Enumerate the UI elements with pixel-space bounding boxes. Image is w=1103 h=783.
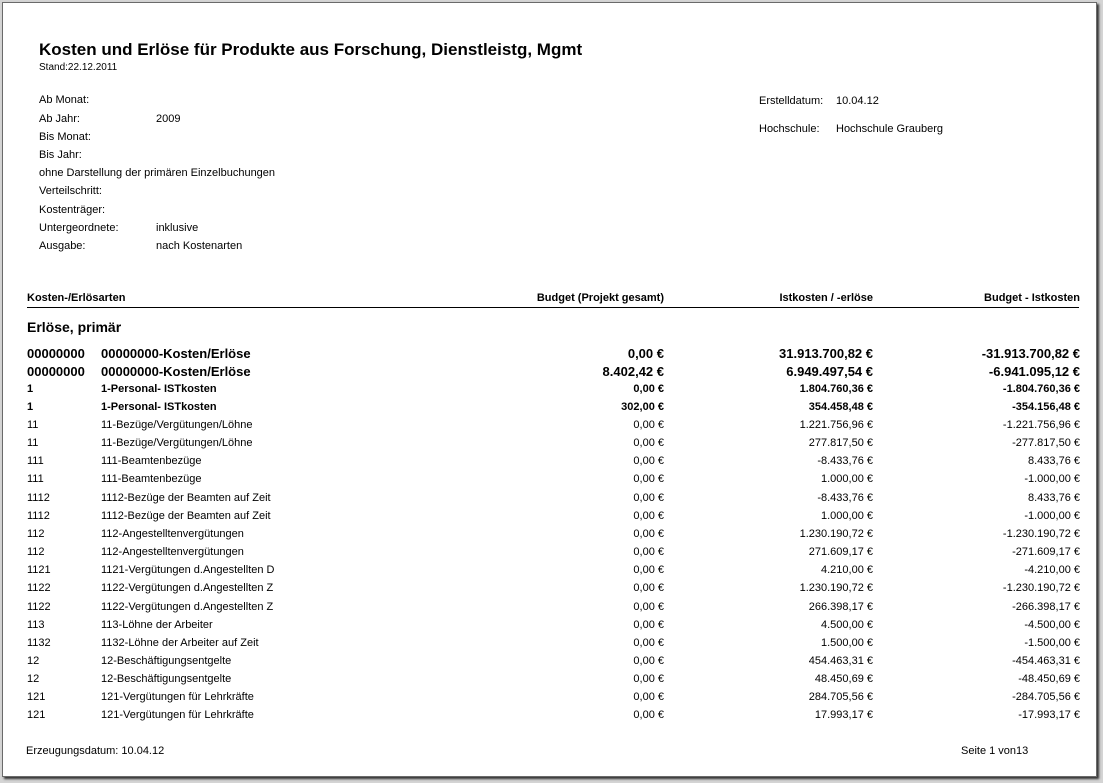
cell-istkosten: 4.210,00 € xyxy=(821,564,873,576)
param-row xyxy=(39,167,275,179)
cell-name: 112-Angestelltenvergütungen xyxy=(101,546,244,558)
cell-budget: 0,00 € xyxy=(633,619,664,631)
cell-istkosten: 271.609,17 € xyxy=(808,546,873,558)
report-title: Kosten und Erlöse für Produkte aus Forschung, Dienstleistg, Mgmt xyxy=(39,40,583,59)
cell-budget: 0,00 € xyxy=(633,673,664,685)
footer-created-label: Erzeugungsdatum: xyxy=(26,745,119,757)
cell-name: 111-Beamtenbezüge xyxy=(101,473,202,485)
cell-istkosten: -8.433,76 € xyxy=(817,455,873,467)
cell-budget: 8.402,42 € xyxy=(602,364,664,379)
report-stand: Stand:22.12.2011 xyxy=(39,62,118,73)
cell-budget: 0,00 € xyxy=(633,455,664,467)
cell-istkosten: 284.705,56 € xyxy=(808,691,873,703)
cell-differenz: -1.230.190,72 € xyxy=(1002,528,1080,540)
param-row xyxy=(39,131,91,143)
cell-istkosten: 48.450,69 € xyxy=(814,673,873,685)
column-header-budget: Budget (Projekt gesamt) xyxy=(536,292,664,304)
cell-code: 11 xyxy=(27,437,39,449)
footer-created-value: 10.04.12 xyxy=(121,745,165,757)
cell-code: 112 xyxy=(27,546,45,558)
cell-code: 12 xyxy=(27,673,40,685)
param-erstelldatum xyxy=(759,95,879,107)
cell-differenz: -271.609,17 € xyxy=(1012,546,1080,558)
cell-differenz: -354.156,48 € xyxy=(1012,401,1080,413)
param-label: Bis Monat: xyxy=(39,131,91,143)
cell-differenz: -48.450,69 € xyxy=(1018,673,1080,685)
footer-created xyxy=(26,745,164,757)
cell-code: 11 xyxy=(27,419,39,431)
cell-istkosten: 266.398,17 € xyxy=(808,601,873,613)
cell-differenz: -4.500,00 € xyxy=(1024,619,1080,631)
param-value: 2009 xyxy=(156,113,181,125)
cell-code: 1121 xyxy=(27,564,51,576)
cell-code: 1132 xyxy=(27,637,51,649)
column-header-differenz: Budget - Istkosten xyxy=(984,292,1080,304)
cell-differenz: -17.993,17 € xyxy=(1018,709,1080,721)
param-value: 10.04.12 xyxy=(836,95,879,107)
cell-istkosten: 454.463,31 € xyxy=(808,655,873,667)
cell-name: 1122-Vergütungen d.Angestellten Z xyxy=(101,601,274,613)
cell-budget: 0,00 € xyxy=(633,655,664,667)
column-header-kostenarten: Kosten-/Erlösarten xyxy=(27,292,126,304)
cell-differenz: -1.230.190,72 € xyxy=(1002,582,1080,594)
cell-differenz: -1.804.760,36 € xyxy=(1002,383,1080,395)
cell-budget: 0,00 € xyxy=(633,437,664,449)
param-label: Bis Jahr: xyxy=(39,149,82,161)
param-value: Hochschule Grauberg xyxy=(836,123,944,135)
cell-budget: 0,00 € xyxy=(633,528,664,540)
cell-code: 111 xyxy=(27,473,44,485)
cell-budget: 0,00 € xyxy=(633,473,664,485)
cell-name: 11-Bezüge/Vergütungen/Löhne xyxy=(101,419,253,431)
cell-istkosten: 1.230.190,72 € xyxy=(799,528,873,540)
cell-istkosten: 17.993,17 € xyxy=(814,709,873,721)
cell-istkosten: 1.000,00 € xyxy=(821,510,873,522)
param-label: Ab Jahr: xyxy=(39,113,80,125)
cell-name: 1112-Bezüge der Beamten auf Zeit xyxy=(101,510,271,522)
cell-differenz: 8.433,76 € xyxy=(1028,492,1080,504)
cell-name: 1-Personal- ISTkosten xyxy=(101,401,217,413)
param-row xyxy=(39,222,199,234)
cell-code: 1112 xyxy=(27,492,50,504)
cell-name: 113-Löhne der Arbeiter xyxy=(101,619,213,631)
cell-name: 1-Personal- ISTkosten xyxy=(101,383,217,395)
cell-code: 1122 xyxy=(27,582,51,594)
cell-budget: 0,00 € xyxy=(633,582,664,594)
cell-budget: 302,00 € xyxy=(621,401,664,413)
cell-istkosten: 1.000,00 € xyxy=(821,473,873,485)
cell-code: 12 xyxy=(27,655,40,667)
cell-differenz: -1.221.756,96 € xyxy=(1002,419,1080,431)
param-value: inklusive xyxy=(156,222,199,234)
param-row xyxy=(39,149,82,161)
cell-budget: 0,00 € xyxy=(633,564,664,576)
cell-name: 12-Beschäftigungsentgelte xyxy=(101,655,232,667)
param-label: ohne Darstellung der primären Einzelbuchungen xyxy=(39,167,276,179)
cell-istkosten: 1.500,00 € xyxy=(821,637,873,649)
param-label: Ausgabe: xyxy=(39,240,86,252)
param-label: Erstelldatum: xyxy=(759,95,824,107)
column-header-istkosten: Istkosten / -erlöse xyxy=(779,292,873,304)
cell-name: 121-Vergütungen für Lehrkräfte xyxy=(101,709,254,721)
cell-code: 112 xyxy=(27,528,45,540)
cell-code: 113 xyxy=(27,619,45,631)
cell-istkosten: 4.500,00 € xyxy=(821,619,873,631)
cell-budget: 0,00 € xyxy=(633,709,664,721)
cell-istkosten: 6.949.497,54 € xyxy=(786,364,873,379)
cell-name: 1121-Vergütungen d.Angestellten D xyxy=(101,564,275,576)
cell-istkosten: 277.817,50 € xyxy=(808,437,873,449)
cell-istkosten: 31.913.700,82 € xyxy=(779,346,873,361)
cell-name: 111-Beamtenbezüge xyxy=(101,455,202,467)
section-title: Erlöse, primär xyxy=(27,319,122,335)
param-label: Hochschule: xyxy=(759,123,820,135)
param-row xyxy=(39,94,89,106)
param-row xyxy=(39,185,102,197)
cell-name: 00000000-Kosten/Erlöse xyxy=(101,346,251,361)
cell-name: 112-Angestelltenvergütungen xyxy=(101,528,244,540)
cell-code: 111 xyxy=(27,455,44,467)
cell-name: 1112-Bezüge der Beamten auf Zeit xyxy=(101,492,271,504)
cell-differenz: -454.463,31 € xyxy=(1012,655,1080,667)
cell-differenz: -277.817,50 € xyxy=(1012,437,1080,449)
param-label: Untergeordnete: xyxy=(39,222,119,234)
param-hochschule xyxy=(759,123,944,135)
cell-differenz: -1.000,00 € xyxy=(1024,510,1080,522)
cell-istkosten: -8.433,76 € xyxy=(817,492,873,504)
param-value: nach Kostenarten xyxy=(156,240,243,252)
cell-budget: 0,00 € xyxy=(633,691,664,703)
cell-differenz: -284.705,56 € xyxy=(1012,691,1080,703)
cell-name: 00000000-Kosten/Erlöse xyxy=(101,364,251,379)
cell-budget: 0,00 € xyxy=(633,383,664,395)
cell-differenz: -266.398,17 € xyxy=(1012,601,1080,613)
param-label: Ab Monat: xyxy=(39,94,90,106)
cell-name: 1132-Löhne der Arbeiter auf Zeit xyxy=(101,637,259,649)
param-row xyxy=(39,240,243,252)
cell-name: 1122-Vergütungen d.Angestellten Z xyxy=(101,582,274,594)
cell-differenz: -6.941.095,12 € xyxy=(988,364,1080,379)
cell-budget: 0,00 € xyxy=(633,492,664,504)
cell-budget: 0,00 € xyxy=(633,637,664,649)
cell-budget: 0,00 € xyxy=(633,601,664,613)
cell-code: 00000000 xyxy=(27,346,85,361)
cell-name: 121-Vergütungen für Lehrkräfte xyxy=(101,691,254,703)
cell-budget: 0,00 € xyxy=(633,510,664,522)
cell-budget: 0,00 € xyxy=(633,546,664,558)
cell-istkosten: 354.458,48 € xyxy=(808,401,873,413)
cell-budget: 0,00 € xyxy=(627,346,664,361)
cell-code: 00000000 xyxy=(27,364,85,379)
param-row xyxy=(39,204,105,216)
cell-istkosten: 1.230.190,72 € xyxy=(799,582,873,594)
cell-code: 121 xyxy=(27,709,46,721)
cell-differenz: -31.913.700,82 € xyxy=(981,346,1080,361)
cell-differenz: -4.210,00 € xyxy=(1024,564,1080,576)
footer-page-number: Seite 1 von13 xyxy=(961,745,1029,757)
cell-code: 1112 xyxy=(27,510,50,522)
param-label: Kostenträger: xyxy=(39,204,106,216)
cell-code: 1 xyxy=(27,401,34,413)
param-row xyxy=(39,113,181,125)
cell-budget: 0,00 € xyxy=(633,419,664,431)
cell-code: 121 xyxy=(27,691,46,703)
cell-name: 12-Beschäftigungsentgelte xyxy=(101,673,232,685)
header-rule xyxy=(27,307,1079,308)
cell-code: 1122 xyxy=(27,601,51,613)
cell-name: 11-Bezüge/Vergütungen/Löhne xyxy=(101,437,253,449)
cell-istkosten: 1.221.756,96 € xyxy=(799,419,873,431)
cell-code: 1 xyxy=(27,383,34,395)
cell-differenz: 8.433,76 € xyxy=(1028,455,1080,467)
cell-differenz: -1.500,00 € xyxy=(1024,637,1080,649)
cell-differenz: -1.000,00 € xyxy=(1024,473,1080,485)
cell-istkosten: 1.804.760,36 € xyxy=(799,383,873,395)
param-label: Verteilschritt: xyxy=(39,185,102,197)
report-page xyxy=(2,2,1097,777)
